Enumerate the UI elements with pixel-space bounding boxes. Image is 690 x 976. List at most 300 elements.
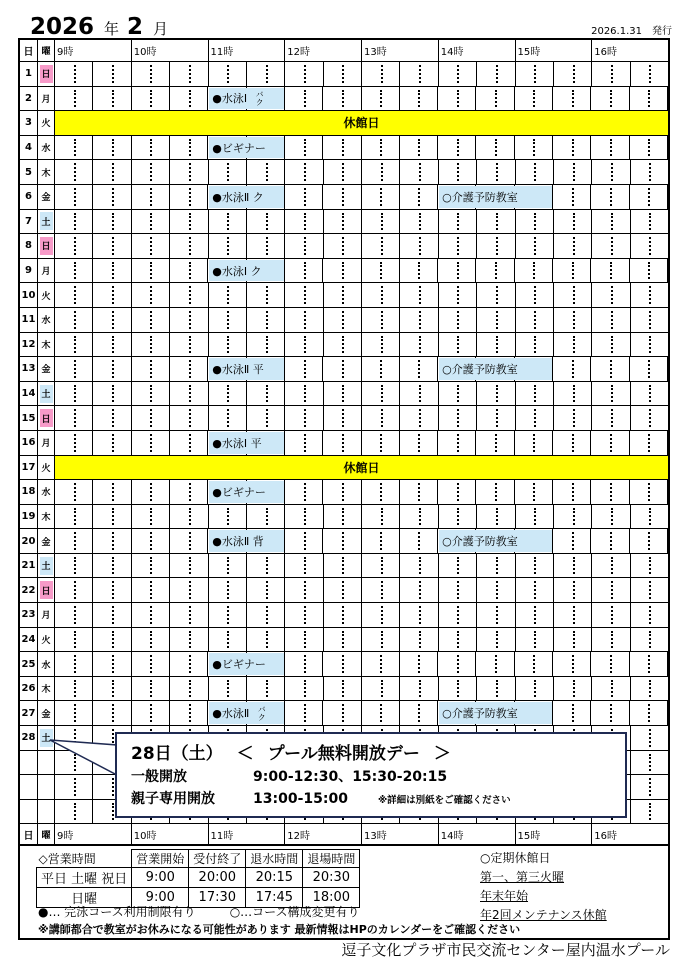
time-slot[interactable] xyxy=(93,308,131,332)
time-slot[interactable] xyxy=(324,62,362,86)
class-event[interactable] xyxy=(209,530,284,552)
time-slot[interactable] xyxy=(591,357,629,381)
time-slot[interactable] xyxy=(591,87,629,111)
time-slot[interactable] xyxy=(55,677,93,701)
time-slot[interactable] xyxy=(247,628,285,652)
time-slot[interactable] xyxy=(55,652,93,676)
time-slot[interactable] xyxy=(516,406,554,430)
time-slot[interactable] xyxy=(285,308,323,332)
time-slot[interactable] xyxy=(285,529,323,553)
time-slot[interactable] xyxy=(132,283,170,307)
time-slot[interactable] xyxy=(515,136,553,160)
time-slot[interactable] xyxy=(477,628,515,652)
time-slot[interactable] xyxy=(323,652,361,676)
time-slot[interactable] xyxy=(439,677,477,701)
time-slot[interactable] xyxy=(631,677,668,701)
time-slot[interactable] xyxy=(170,210,208,234)
time-slot[interactable] xyxy=(554,160,592,184)
time-slot[interactable] xyxy=(247,333,285,357)
time-slot[interactable] xyxy=(477,603,515,627)
time-slot[interactable] xyxy=(439,406,477,430)
time-slot[interactable] xyxy=(476,87,514,111)
class-event[interactable] xyxy=(439,186,552,208)
time-slot[interactable] xyxy=(285,652,323,676)
time-slot[interactable] xyxy=(477,160,515,184)
time-slot[interactable] xyxy=(170,406,208,430)
time-slot[interactable] xyxy=(132,554,170,578)
time-slot[interactable] xyxy=(170,357,208,381)
time-slot[interactable] xyxy=(324,382,362,406)
time-slot[interactable] xyxy=(93,578,131,602)
time-slot[interactable] xyxy=(55,578,93,602)
time-slot[interactable] xyxy=(93,136,131,160)
time-slot[interactable] xyxy=(55,505,93,529)
class-event[interactable] xyxy=(209,260,284,282)
time-slot[interactable] xyxy=(55,357,93,381)
time-slot[interactable] xyxy=(55,62,93,86)
time-slot[interactable] xyxy=(554,62,592,86)
time-slot[interactable] xyxy=(476,431,514,455)
time-slot[interactable] xyxy=(362,480,400,504)
class-event[interactable] xyxy=(209,358,284,380)
time-slot[interactable] xyxy=(132,160,170,184)
time-slot[interactable] xyxy=(209,578,247,602)
time-slot[interactable] xyxy=(362,701,400,725)
time-slot[interactable] xyxy=(631,578,668,602)
time-slot[interactable] xyxy=(55,333,93,357)
time-slot[interactable] xyxy=(362,333,400,357)
time-slot[interactable] xyxy=(631,554,668,578)
time-slot[interactable] xyxy=(285,677,323,701)
class-event[interactable] xyxy=(209,702,284,724)
time-slot[interactable] xyxy=(55,160,93,184)
time-slot[interactable] xyxy=(132,628,170,652)
time-slot[interactable] xyxy=(516,603,554,627)
time-slot[interactable] xyxy=(132,210,170,234)
time-slot[interactable] xyxy=(362,677,400,701)
time-slot[interactable] xyxy=(477,677,515,701)
time-slot[interactable] xyxy=(516,554,554,578)
class-event[interactable] xyxy=(209,432,284,454)
time-slot[interactable] xyxy=(554,677,592,701)
time-slot[interactable] xyxy=(630,431,668,455)
time-slot[interactable] xyxy=(285,554,323,578)
time-slot[interactable] xyxy=(591,136,629,160)
time-slot[interactable] xyxy=(630,136,668,160)
time-slot[interactable] xyxy=(554,406,592,430)
time-slot[interactable] xyxy=(439,628,477,652)
time-slot[interactable] xyxy=(247,603,285,627)
time-slot[interactable] xyxy=(55,603,93,627)
time-slot[interactable] xyxy=(362,62,400,86)
time-slot[interactable] xyxy=(93,185,131,209)
time-slot[interactable] xyxy=(55,800,93,824)
time-slot[interactable] xyxy=(477,578,515,602)
time-slot[interactable] xyxy=(515,259,553,283)
time-slot[interactable] xyxy=(592,62,630,86)
time-slot[interactable] xyxy=(476,652,514,676)
time-slot[interactable] xyxy=(439,554,477,578)
time-slot[interactable] xyxy=(631,160,668,184)
time-slot[interactable] xyxy=(477,382,515,406)
time-slot[interactable] xyxy=(323,259,361,283)
time-slot[interactable] xyxy=(553,431,591,455)
time-slot[interactable] xyxy=(400,185,438,209)
time-slot[interactable] xyxy=(400,136,438,160)
class-event[interactable] xyxy=(439,530,552,552)
time-slot[interactable] xyxy=(400,357,438,381)
time-slot[interactable] xyxy=(592,308,630,332)
time-slot[interactable] xyxy=(55,431,93,455)
time-slot[interactable] xyxy=(553,701,591,725)
time-slot[interactable] xyxy=(323,357,361,381)
time-slot[interactable] xyxy=(132,308,170,332)
time-slot[interactable] xyxy=(400,283,438,307)
time-slot[interactable] xyxy=(400,529,438,553)
time-slot[interactable] xyxy=(591,480,629,504)
time-slot[interactable] xyxy=(477,283,515,307)
time-slot[interactable] xyxy=(285,87,323,111)
time-slot[interactable] xyxy=(400,603,438,627)
time-slot[interactable] xyxy=(362,185,400,209)
time-slot[interactable] xyxy=(170,480,208,504)
time-slot[interactable] xyxy=(631,726,668,750)
time-slot[interactable] xyxy=(209,628,247,652)
time-slot[interactable] xyxy=(324,234,362,258)
time-slot[interactable] xyxy=(170,578,208,602)
time-slot[interactable] xyxy=(592,677,630,701)
time-slot[interactable] xyxy=(362,406,400,430)
time-slot[interactable] xyxy=(285,505,323,529)
time-slot[interactable] xyxy=(170,628,208,652)
time-slot[interactable] xyxy=(55,406,93,430)
time-slot[interactable] xyxy=(132,185,170,209)
time-slot[interactable] xyxy=(554,578,592,602)
time-slot[interactable] xyxy=(55,726,93,750)
time-slot[interactable] xyxy=(324,210,362,234)
time-slot[interactable] xyxy=(170,234,208,258)
time-slot[interactable] xyxy=(93,701,131,725)
time-slot[interactable] xyxy=(132,578,170,602)
time-slot[interactable] xyxy=(362,357,400,381)
time-slot[interactable] xyxy=(285,136,323,160)
time-slot[interactable] xyxy=(477,333,515,357)
time-slot[interactable] xyxy=(132,259,170,283)
time-slot[interactable] xyxy=(170,529,208,553)
time-slot[interactable] xyxy=(132,333,170,357)
time-slot[interactable] xyxy=(93,603,131,627)
time-slot[interactable] xyxy=(93,160,131,184)
time-slot[interactable] xyxy=(439,160,477,184)
time-slot[interactable] xyxy=(592,578,630,602)
time-slot[interactable] xyxy=(362,505,400,529)
time-slot[interactable] xyxy=(324,628,362,652)
time-slot[interactable] xyxy=(438,136,476,160)
time-slot[interactable] xyxy=(285,259,323,283)
time-slot[interactable] xyxy=(247,554,285,578)
class-event[interactable] xyxy=(209,186,284,208)
time-slot[interactable] xyxy=(209,333,247,357)
time-slot[interactable] xyxy=(93,259,131,283)
time-slot[interactable] xyxy=(132,62,170,86)
time-slot[interactable] xyxy=(132,382,170,406)
time-slot[interactable] xyxy=(93,480,131,504)
time-slot[interactable] xyxy=(324,333,362,357)
time-slot[interactable] xyxy=(400,652,438,676)
time-slot[interactable] xyxy=(209,62,247,86)
time-slot[interactable] xyxy=(55,382,93,406)
time-slot[interactable] xyxy=(285,382,323,406)
time-slot[interactable] xyxy=(439,308,477,332)
time-slot[interactable] xyxy=(553,529,591,553)
time-slot[interactable] xyxy=(516,677,554,701)
time-slot[interactable] xyxy=(477,234,515,258)
time-slot[interactable] xyxy=(170,185,208,209)
time-slot[interactable] xyxy=(170,308,208,332)
time-slot[interactable] xyxy=(592,603,630,627)
time-slot[interactable] xyxy=(400,160,438,184)
time-slot[interactable] xyxy=(209,234,247,258)
time-slot[interactable] xyxy=(438,431,476,455)
time-slot[interactable] xyxy=(247,505,285,529)
time-slot[interactable] xyxy=(324,603,362,627)
time-slot[interactable] xyxy=(170,136,208,160)
time-slot[interactable] xyxy=(209,554,247,578)
time-slot[interactable] xyxy=(362,234,400,258)
time-slot[interactable] xyxy=(247,283,285,307)
time-slot[interactable] xyxy=(554,603,592,627)
time-slot[interactable] xyxy=(631,628,668,652)
time-slot[interactable] xyxy=(324,578,362,602)
time-slot[interactable] xyxy=(170,603,208,627)
time-slot[interactable] xyxy=(592,382,630,406)
time-slot[interactable] xyxy=(516,333,554,357)
time-slot[interactable] xyxy=(170,160,208,184)
time-slot[interactable] xyxy=(132,677,170,701)
time-slot[interactable] xyxy=(324,677,362,701)
time-slot[interactable] xyxy=(209,505,247,529)
time-slot[interactable] xyxy=(516,578,554,602)
time-slot[interactable] xyxy=(209,406,247,430)
time-slot[interactable] xyxy=(439,333,477,357)
time-slot[interactable] xyxy=(439,578,477,602)
time-slot[interactable] xyxy=(170,701,208,725)
time-slot[interactable] xyxy=(247,308,285,332)
time-slot[interactable] xyxy=(400,259,438,283)
time-slot[interactable] xyxy=(631,505,668,529)
time-slot[interactable] xyxy=(93,210,131,234)
time-slot[interactable] xyxy=(362,87,400,111)
time-slot[interactable] xyxy=(170,677,208,701)
time-slot[interactable] xyxy=(55,210,93,234)
time-slot[interactable] xyxy=(362,628,400,652)
time-slot[interactable] xyxy=(630,529,668,553)
time-slot[interactable] xyxy=(362,160,400,184)
time-slot[interactable] xyxy=(132,357,170,381)
time-slot[interactable] xyxy=(591,701,629,725)
time-slot[interactable] xyxy=(55,185,93,209)
time-slot[interactable] xyxy=(324,160,362,184)
time-slot[interactable] xyxy=(553,357,591,381)
time-slot[interactable] xyxy=(400,505,438,529)
time-slot[interactable] xyxy=(324,406,362,430)
time-slot[interactable] xyxy=(55,775,93,799)
time-slot[interactable] xyxy=(516,628,554,652)
time-slot[interactable] xyxy=(631,800,668,824)
time-slot[interactable] xyxy=(170,382,208,406)
time-slot[interactable] xyxy=(630,357,668,381)
time-slot[interactable] xyxy=(324,283,362,307)
time-slot[interactable] xyxy=(55,87,93,111)
time-slot[interactable] xyxy=(55,480,93,504)
time-slot[interactable] xyxy=(362,283,400,307)
time-slot[interactable] xyxy=(285,185,323,209)
time-slot[interactable] xyxy=(592,160,630,184)
time-slot[interactable] xyxy=(247,578,285,602)
time-slot[interactable] xyxy=(554,210,592,234)
time-slot[interactable] xyxy=(439,62,477,86)
time-slot[interactable] xyxy=(553,480,591,504)
time-slot[interactable] xyxy=(439,283,477,307)
time-slot[interactable] xyxy=(554,333,592,357)
time-slot[interactable] xyxy=(132,603,170,627)
time-slot[interactable] xyxy=(209,210,247,234)
time-slot[interactable] xyxy=(515,431,553,455)
time-slot[interactable] xyxy=(400,62,438,86)
time-slot[interactable] xyxy=(631,308,668,332)
time-slot[interactable] xyxy=(362,578,400,602)
time-slot[interactable] xyxy=(209,677,247,701)
time-slot[interactable] xyxy=(93,529,131,553)
time-slot[interactable] xyxy=(132,529,170,553)
time-slot[interactable] xyxy=(553,136,591,160)
time-slot[interactable] xyxy=(93,505,131,529)
time-slot[interactable] xyxy=(400,87,438,111)
time-slot[interactable] xyxy=(170,62,208,86)
time-slot[interactable] xyxy=(93,677,131,701)
time-slot[interactable] xyxy=(55,234,93,258)
time-slot[interactable] xyxy=(323,136,361,160)
time-slot[interactable] xyxy=(170,333,208,357)
time-slot[interactable] xyxy=(93,234,131,258)
time-slot[interactable] xyxy=(285,357,323,381)
time-slot[interactable] xyxy=(247,677,285,701)
time-slot[interactable] xyxy=(515,87,553,111)
time-slot[interactable] xyxy=(247,234,285,258)
class-event[interactable] xyxy=(209,481,284,503)
time-slot[interactable] xyxy=(55,259,93,283)
class-event[interactable] xyxy=(439,702,552,724)
time-slot[interactable] xyxy=(554,308,592,332)
time-slot[interactable] xyxy=(553,652,591,676)
time-slot[interactable] xyxy=(93,431,131,455)
time-slot[interactable] xyxy=(323,701,361,725)
time-slot[interactable] xyxy=(55,283,93,307)
time-slot[interactable] xyxy=(631,333,668,357)
time-slot[interactable] xyxy=(591,431,629,455)
time-slot[interactable] xyxy=(630,185,668,209)
time-slot[interactable] xyxy=(362,554,400,578)
time-slot[interactable] xyxy=(247,406,285,430)
time-slot[interactable] xyxy=(209,603,247,627)
time-slot[interactable] xyxy=(93,652,131,676)
time-slot[interactable] xyxy=(55,136,93,160)
time-slot[interactable] xyxy=(247,382,285,406)
time-slot[interactable] xyxy=(93,62,131,86)
time-slot[interactable] xyxy=(439,505,477,529)
time-slot[interactable] xyxy=(93,382,131,406)
time-slot[interactable] xyxy=(400,234,438,258)
time-slot[interactable] xyxy=(55,554,93,578)
time-slot[interactable] xyxy=(400,578,438,602)
time-slot[interactable] xyxy=(362,652,400,676)
time-slot[interactable] xyxy=(400,210,438,234)
time-slot[interactable] xyxy=(209,382,247,406)
time-slot[interactable] xyxy=(93,406,131,430)
time-slot[interactable] xyxy=(170,554,208,578)
time-slot[interactable] xyxy=(439,603,477,627)
time-slot[interactable] xyxy=(323,431,361,455)
time-slot[interactable] xyxy=(170,87,208,111)
time-slot[interactable] xyxy=(439,382,477,406)
time-slot[interactable] xyxy=(400,333,438,357)
time-slot[interactable] xyxy=(170,283,208,307)
time-slot[interactable] xyxy=(55,529,93,553)
time-slot[interactable] xyxy=(477,308,515,332)
time-slot[interactable] xyxy=(631,210,668,234)
time-slot[interactable] xyxy=(209,308,247,332)
time-slot[interactable] xyxy=(132,136,170,160)
time-slot[interactable] xyxy=(362,603,400,627)
time-slot[interactable] xyxy=(438,87,476,111)
time-slot[interactable] xyxy=(362,431,400,455)
time-slot[interactable] xyxy=(93,283,131,307)
time-slot[interactable] xyxy=(323,87,361,111)
time-slot[interactable] xyxy=(247,160,285,184)
time-slot[interactable] xyxy=(247,210,285,234)
time-slot[interactable] xyxy=(438,259,476,283)
time-slot[interactable] xyxy=(630,259,668,283)
time-slot[interactable] xyxy=(477,210,515,234)
time-slot[interactable] xyxy=(515,480,553,504)
time-slot[interactable] xyxy=(515,652,553,676)
time-slot[interactable] xyxy=(631,283,668,307)
time-slot[interactable] xyxy=(323,185,361,209)
time-slot[interactable] xyxy=(553,259,591,283)
time-slot[interactable] xyxy=(247,62,285,86)
time-slot[interactable] xyxy=(285,210,323,234)
time-slot[interactable] xyxy=(55,628,93,652)
time-slot[interactable] xyxy=(591,185,629,209)
time-slot[interactable] xyxy=(554,234,592,258)
time-slot[interactable] xyxy=(516,308,554,332)
time-slot[interactable] xyxy=(477,505,515,529)
time-slot[interactable] xyxy=(516,283,554,307)
time-slot[interactable] xyxy=(554,283,592,307)
time-slot[interactable] xyxy=(438,480,476,504)
time-slot[interactable] xyxy=(592,333,630,357)
time-slot[interactable] xyxy=(323,529,361,553)
time-slot[interactable] xyxy=(591,652,629,676)
time-slot[interactable] xyxy=(591,529,629,553)
time-slot[interactable] xyxy=(400,554,438,578)
time-slot[interactable] xyxy=(55,701,93,725)
time-slot[interactable] xyxy=(400,382,438,406)
time-slot[interactable] xyxy=(631,603,668,627)
time-slot[interactable] xyxy=(516,505,554,529)
time-slot[interactable] xyxy=(554,382,592,406)
time-slot[interactable] xyxy=(209,283,247,307)
